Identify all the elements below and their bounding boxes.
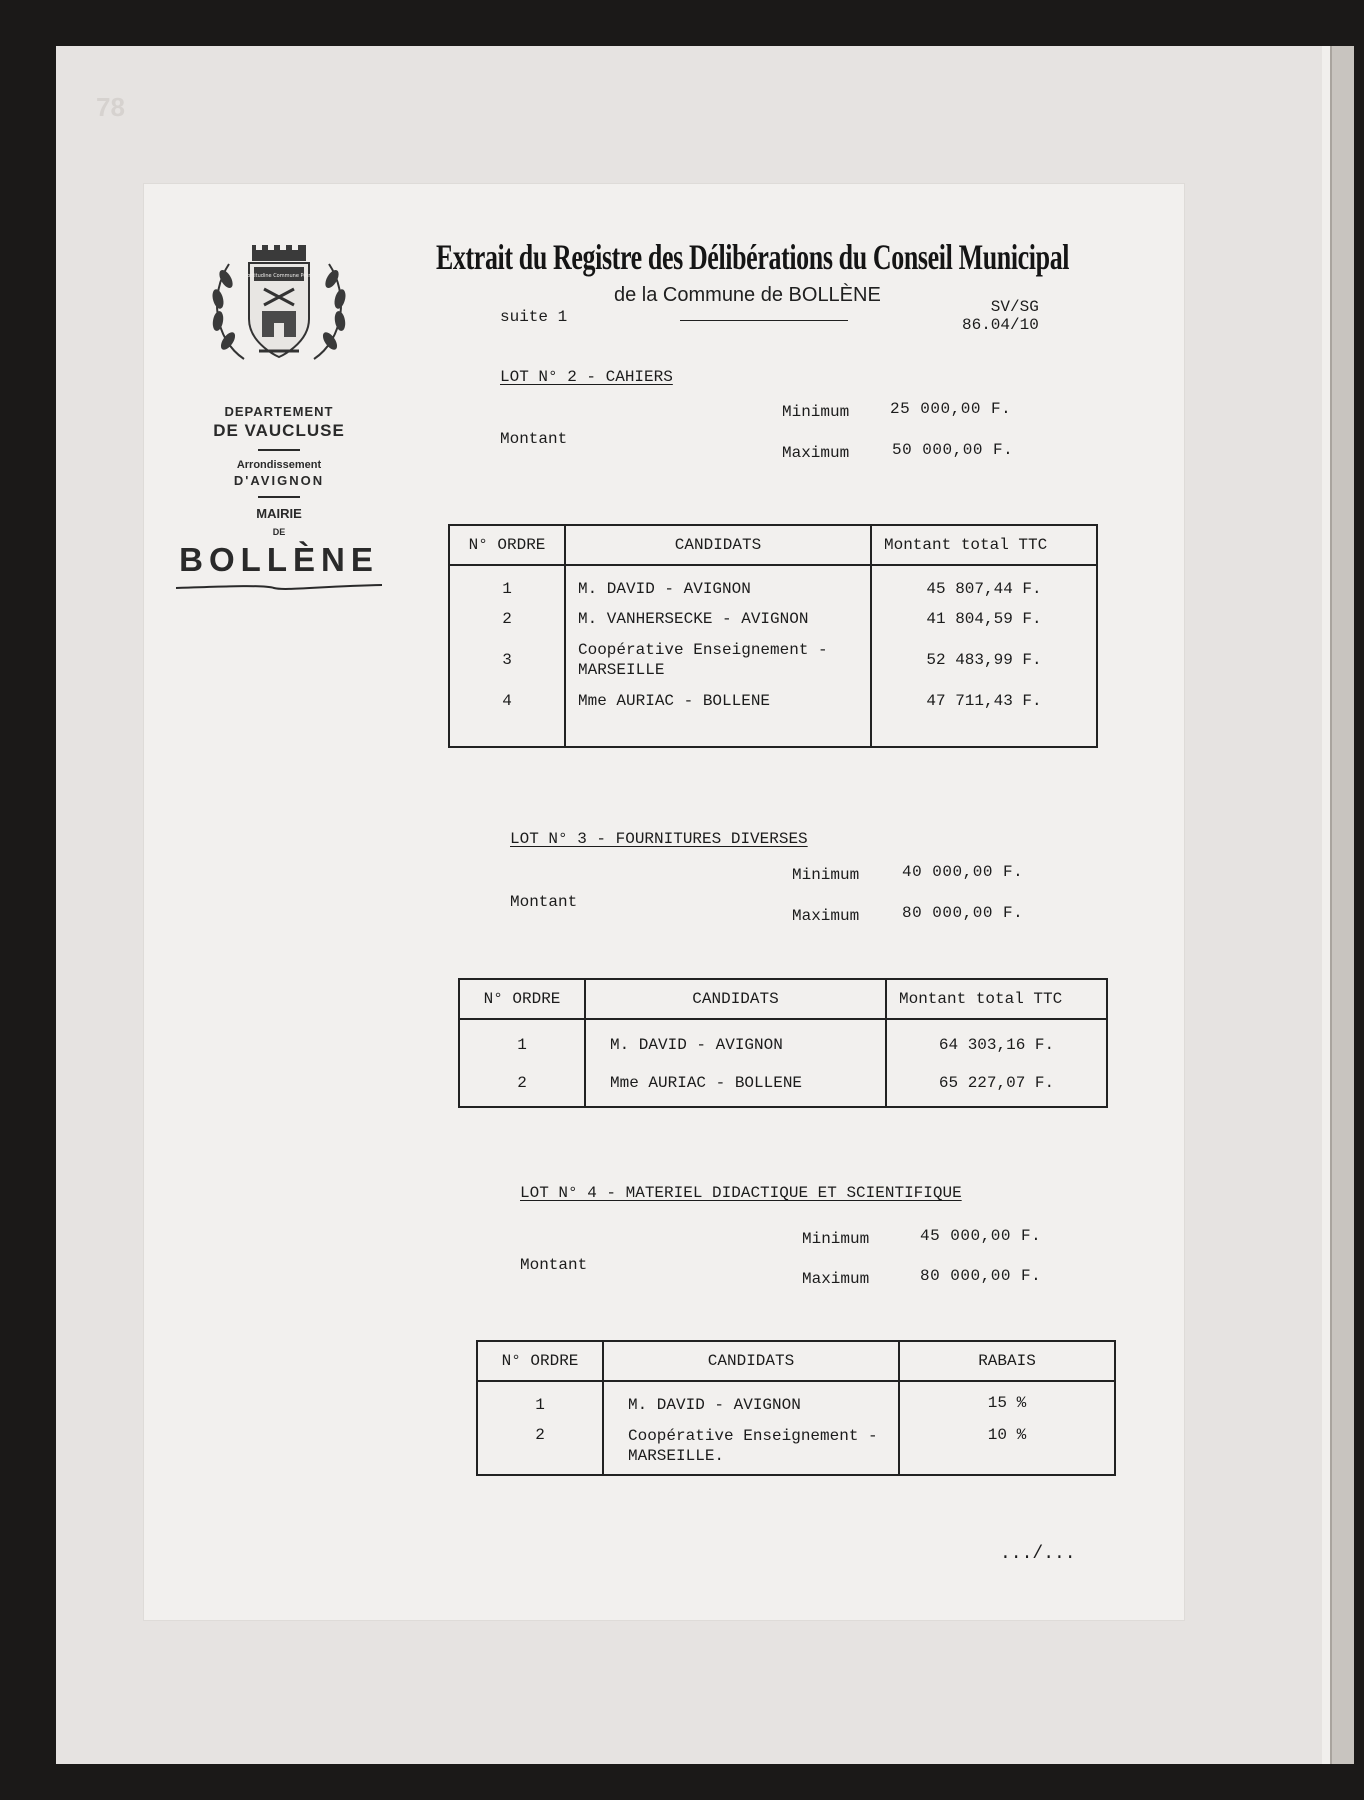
arrondissement-label: Arrondissement [236, 459, 322, 471]
table-row [477, 1381, 1115, 1420]
ordre-cell: 1 [449, 565, 565, 604]
table-row [449, 634, 1097, 686]
ordre-cell: 2 [477, 1420, 603, 1475]
montant-cell: 52 483,99 F. [871, 634, 1097, 686]
lot-4-maximum-label: Maximum [802, 1270, 870, 1288]
rabais-cell: 10 % [899, 1420, 1115, 1475]
montant-cell: 47 711,43 F. [871, 686, 1097, 747]
crest-motto: Fortitudine Commune Petra [244, 273, 314, 279]
binder-page-edge [1322, 46, 1330, 1764]
montant-cell: 65 227,07 F. [886, 1060, 1107, 1107]
table-row [449, 686, 1097, 747]
lot-3-title: LOT N° 3 - FOURNITURES DIVERSES [510, 830, 808, 848]
lot-2-minimum-value: 25 000,00 F. [890, 400, 1012, 418]
lot-4-minimum-label: Minimum [802, 1230, 870, 1248]
reference [962, 298, 1039, 334]
lot-2-maximum-label: Maximum [782, 444, 850, 462]
swash-rule-icon [174, 582, 384, 592]
table-row [449, 604, 1097, 634]
table-row [459, 1060, 1107, 1107]
register-subtitle: de la Commune de BOLLÈNE [614, 284, 881, 306]
lot-2-maximum-value: 50 000,00 F. [892, 441, 1014, 459]
candidat-cell: M. DAVID - AVIGNON [585, 1019, 886, 1060]
candidat-cell: Mme AURIAC - BOLLENE [565, 686, 871, 747]
arrondissement-name: D'AVIGNON [233, 473, 325, 488]
subtitle-rule [680, 320, 848, 321]
binder-spine [1330, 46, 1354, 1764]
ordre-cell: 4 [449, 686, 565, 747]
rabais-cell: 15 % [899, 1381, 1115, 1420]
commune-name: BOLLÈNE [179, 541, 379, 578]
lot-2-montant-label: Montant [500, 430, 568, 448]
page-number: 78 [96, 92, 125, 122]
col-candidats: CANDIDATS [603, 1341, 899, 1381]
table-row [449, 565, 1097, 604]
lot-2-minimum-label: Minimum [782, 403, 850, 421]
suite-label: suite 1 [500, 308, 568, 326]
col-rabais: RABAIS [899, 1341, 1115, 1381]
reference-line1: SV/SG [990, 298, 1039, 316]
montant-cell: 45 807,44 F. [871, 565, 1097, 604]
departement-label: DEPARTEMENT [224, 404, 334, 419]
candidat-cell: Coopérative Enseignement - MARSEILLE [565, 634, 871, 686]
table-header-row [477, 1341, 1115, 1381]
lot-4-minimum-value: 45 000,00 F. [920, 1227, 1042, 1245]
reference-line2: 86.04/10 [962, 316, 1039, 334]
lot-3-table [458, 978, 1108, 1108]
lot-3-montant-label: Montant [510, 893, 578, 911]
montant-cell: 64 303,16 F. [886, 1019, 1107, 1060]
table-header-row [449, 525, 1097, 565]
letterhead-block [144, 404, 414, 597]
candidat-cell: M. VANHERSECKE - AVIGNON [565, 604, 871, 634]
mairie-label: MAIRIE [256, 506, 302, 521]
lot-2-table [448, 524, 1098, 748]
ordre-cell: 2 [459, 1060, 585, 1107]
mairie-de: DE [272, 527, 286, 537]
candidat-cell: M. DAVID - AVIGNON [565, 565, 871, 604]
ordre-cell: 2 [449, 604, 565, 634]
col-ordre: N° ORDRE [477, 1341, 603, 1381]
ordre-cell: 1 [477, 1381, 603, 1420]
lot-3-minimum-value: 40 000,00 F. [902, 863, 1024, 881]
candidat-cell: Coopérative Enseignement - MARSEILLE. [603, 1420, 899, 1475]
departement-name: DE VAUCLUSE [213, 421, 345, 440]
table-row [459, 1019, 1107, 1060]
lot-3-maximum-value: 80 000,00 F. [902, 904, 1024, 922]
col-candidats: CANDIDATS [585, 979, 886, 1019]
candidat-cell: Mme AURIAC - BOLLENE [585, 1060, 886, 1107]
bollene-crest-icon [204, 239, 354, 374]
continuation-mark: .../... [1000, 1544, 1076, 1564]
table-header-row [459, 979, 1107, 1019]
divider [258, 449, 300, 451]
col-ordre: N° ORDRE [459, 979, 585, 1019]
lot-4-maximum-value: 80 000,00 F. [920, 1267, 1042, 1285]
lot-4-title: LOT N° 4 - MATERIEL DIDACTIQUE ET SCIENTIFIQUE [520, 1184, 962, 1202]
col-candidats: CANDIDATS [565, 525, 871, 565]
lot-2-title: LOT N° 2 - CAHIERS [500, 368, 673, 386]
register-title: Extrait du Registre des Délibérations du Conseil Municipal [436, 237, 1070, 277]
table-row [477, 1420, 1115, 1475]
col-montant: Montant total TTC [871, 525, 1097, 565]
col-ordre: N° ORDRE [449, 525, 565, 565]
ordre-cell: 3 [449, 634, 565, 686]
lot-4-montant-label: Montant [520, 1256, 588, 1274]
lot-3-maximum-label: Maximum [792, 907, 860, 925]
lot-3-minimum-label: Minimum [792, 866, 860, 884]
candidat-cell: M. DAVID - AVIGNON [603, 1381, 899, 1420]
divider [258, 496, 300, 498]
lot-4-table [476, 1340, 1116, 1476]
ordre-cell: 1 [459, 1019, 585, 1060]
col-montant: Montant total TTC [886, 979, 1107, 1019]
montant-cell: 41 804,59 F. [871, 604, 1097, 634]
document-sheet [144, 184, 1184, 1620]
